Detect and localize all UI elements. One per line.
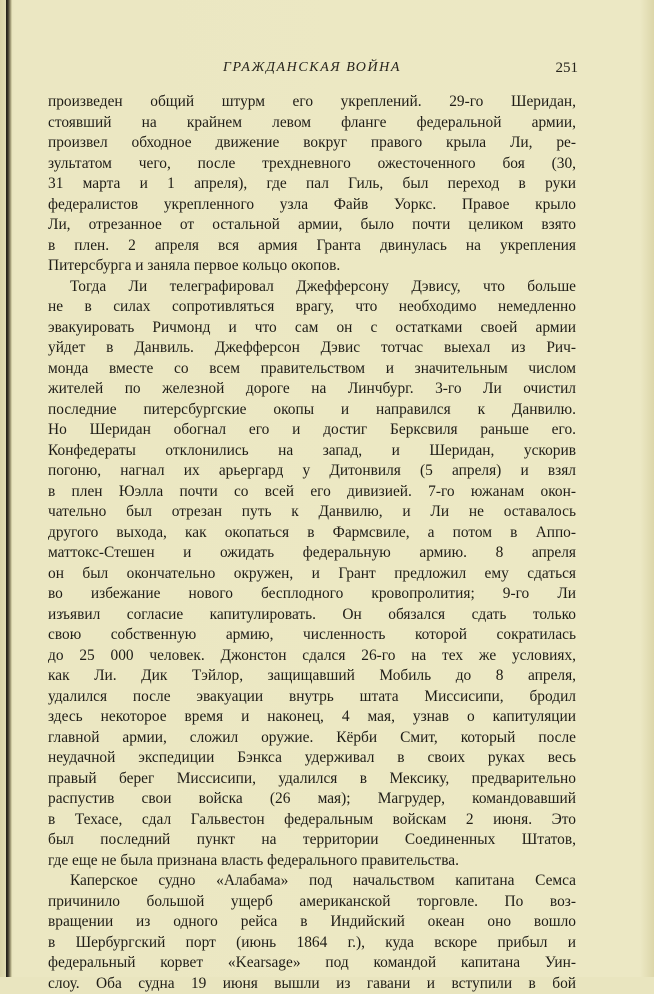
text-line: слоу. Оба судна 19 июня вышли из гавани и вступили в бой <box>48 974 576 994</box>
running-head <box>48 60 576 80</box>
text-line: произвел обходное движение вокруг правого крыла Ли, ре- <box>48 133 576 154</box>
binding-gutter <box>6 0 12 977</box>
text-line: стоявший на крайнем левом фланге федеральной армии, <box>48 113 576 134</box>
text-line: до 25 000 человек. Джонстон сдался 26-го на тех же условиях, <box>48 646 576 667</box>
paragraph <box>48 92 576 277</box>
text-line: чательно был отрезан путь к Данвилю, и Ли не оставалось <box>48 502 576 523</box>
text-line: неудачной экспедиции Бэнкса удерживал в своих руках весь <box>48 748 576 769</box>
text-line: он был окончательно окружен, и Грант предложил ему сдаться <box>48 564 576 585</box>
text-line: Но Шеридан обогнал его и достиг Берксвиля раньше его. <box>48 420 576 441</box>
text-line: последние питерсбургские окопы и направился к Данвилю. <box>48 400 576 421</box>
text-line: Конфедераты отклонились на запад, и Шеридан, ускорив <box>48 441 576 462</box>
text-line: главной армии, сложил оружие. Кёрби Смит, который после <box>48 728 576 749</box>
text-line: удалился после эвакуации внутрь штата Миссисипи, бродил <box>48 687 576 708</box>
text-line: где еще не была признана власть федерального правительства. <box>48 851 576 872</box>
text-line: Ли, отрезанное от остальной армии, было почти целиком взято <box>48 215 576 236</box>
text-line: во избежание нового бесплодного кровопролития; 9-го Ли <box>48 584 576 605</box>
text-line: в плен. 2 апреля вся армия Гранта двинулась на укрепления <box>48 236 576 257</box>
running-title: ГРАЖДАНСКАЯ ВОЙНА <box>48 60 576 76</box>
text-line: эвакуировать Ричмонд и что сам он с остатками своей армии <box>48 318 576 339</box>
paragraph <box>48 277 576 872</box>
text-line: жителей по железной дороге на Линчбург. 3-го Ли очистил <box>48 379 576 400</box>
text-line: другого выхода, как окопаться в Фармсвиле, а потом в Аппо- <box>48 523 576 544</box>
text-line: как Ли. Дик Тэйлор, защищавший Мобиль до 8 апреля, <box>48 666 576 687</box>
text-line: распустив свои войска (26 мая); Магрудер, командовавший <box>48 789 576 810</box>
text-line: федеральный корвет «Kearsage» под командой капитана Уин- <box>48 953 576 974</box>
text-line: в плен Юэлла почти со всей его дивизией. 7-го южанам окон- <box>48 482 576 503</box>
text-line: федералистов укрепленного узла Файв Уоркс. Правое крыло <box>48 195 576 216</box>
text-line: уйдет в Данвиль. Джефферсон Дэвис тотчас выехал из Рич- <box>48 338 576 359</box>
text-line: правый берег Миссисипи, удалился в Мексику, предварительно <box>48 769 576 790</box>
text-line: изъявил согласие капитулировать. Он обязался сдать только <box>48 605 576 626</box>
text-line: Тогда Ли телеграфировал Джефферсону Дэвису, что больше <box>48 277 576 298</box>
text-line: монда вместе со всем правительством и значительным числом <box>48 359 576 380</box>
text-line: зультатом чего, после трехдневного ожесточенного боя (30, <box>48 154 576 175</box>
text-line: в Шербургский порт (июнь 1864 г.), куда вскоре прибыл и <box>48 933 576 954</box>
text-line: не в силах сопротивляться врагу, что необходимо немедленно <box>48 297 576 318</box>
text-line: в Техасе, сдал Гальвестон федеральным войскам 2 июня. Это <box>48 810 576 831</box>
text-line: свою собственную армию, численность которой сократилась <box>48 625 576 646</box>
text-line: здесь некоторое время и наконец, 4 мая, узнав о капитуляции <box>48 707 576 728</box>
body-text <box>48 92 576 994</box>
text-line: 31 марта и 1 апреля), где пал Гиль, был переход в руки <box>48 174 576 195</box>
text-line: произведен общий штурм его укреплений. 29-го Шеридан, <box>48 92 576 113</box>
text-line: маттокс-Стешен и ожидать федеральную армию. 8 апреля <box>48 543 576 564</box>
text-line: причинило большой ущерб американской торговле. По воз- <box>48 892 576 913</box>
text-line: был последний пункт на территории Соединенных Штатов, <box>48 830 576 851</box>
text-line: погоню, нагнал их арьергард у Дитонвиля (5 апреля) и взял <box>48 461 576 482</box>
text-line: вращении из одного рейса в Индийский океан оно вошло <box>48 912 576 933</box>
page-number: 251 <box>556 60 579 77</box>
text-line: Каперское судно «Алабама» под начальством капитана Семса <box>48 871 576 892</box>
paragraph <box>48 871 576 994</box>
text-line: Питерсбурга и заняла первое кольцо окопов. <box>48 256 576 277</box>
